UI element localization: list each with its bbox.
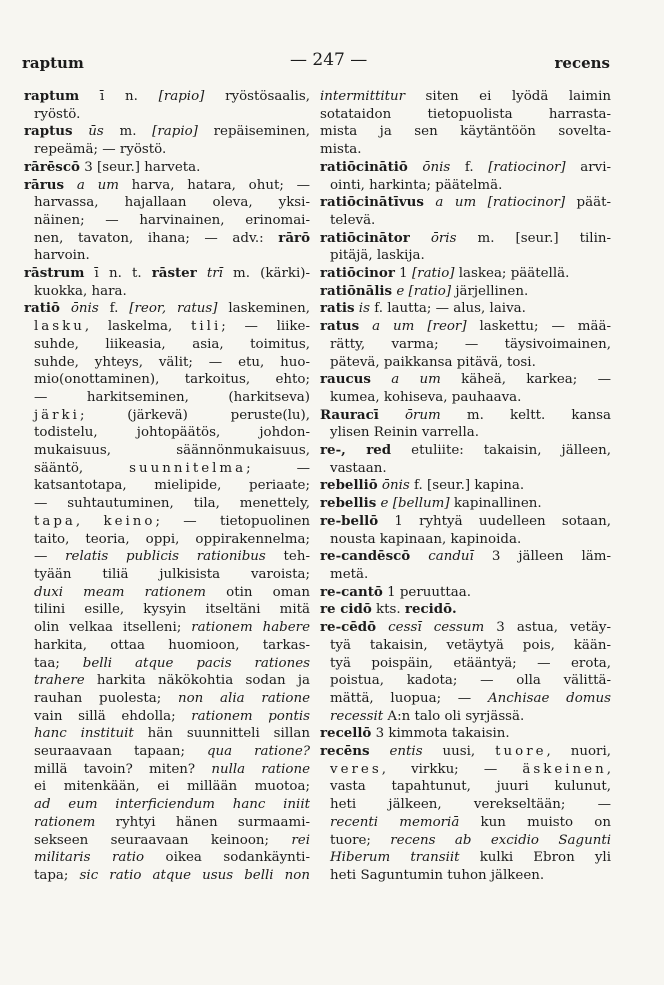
text-run: m. keltt. kansa	[440, 407, 611, 423]
text-run: otin oman	[205, 584, 310, 600]
text-run: taa;	[34, 655, 83, 671]
text-run: f. [seur.] kapina.	[409, 478, 525, 494]
italic-text: [bellum]	[392, 496, 450, 512]
text-run: metä.	[330, 566, 369, 582]
text-line	[320, 389, 611, 407]
italic-text: entis	[369, 744, 423, 760]
italic-text: a um	[423, 195, 477, 211]
text-run: harkita näkökohtia sodan ja	[84, 673, 310, 689]
text-run: suunnitelma	[129, 460, 247, 476]
text-run: todistelu, johtopäätös, johdon-	[34, 425, 310, 441]
text-run: harvassa, hajallaan oleva, yksi-	[34, 195, 310, 211]
italic-text: e	[376, 496, 389, 512]
text-run: f. lautta; — alus, laiva.	[369, 301, 526, 317]
italic-text: rationem pontis	[191, 708, 310, 724]
text-line	[320, 531, 611, 549]
text-run: pitäjä, laskija.	[330, 248, 425, 264]
text-run: ī n.	[79, 89, 159, 104]
italic-text: cessī cessum	[376, 620, 485, 636]
italic-text: rei	[291, 832, 310, 848]
text-run: 3 jälleen läm-	[473, 549, 611, 565]
text-run: mista ja sen käytäntöön sovelta-	[320, 124, 611, 140]
italic-text: Anchisae domus	[487, 690, 611, 706]
text-line	[24, 513, 310, 531]
text-line	[320, 814, 611, 832]
headword: Rauracī	[320, 406, 379, 423]
text-run: vasta tapahtunut, juuri kulunut,	[330, 779, 611, 795]
italic-text: belli atque pacis rationes	[82, 655, 310, 671]
text-run: katsantotapa, mielipide, periaate;	[34, 478, 310, 494]
italic-text: a um	[64, 177, 119, 193]
text-line	[24, 212, 310, 230]
text-line	[320, 867, 611, 885]
text-run: etuliite: takaisin, jälleen,	[391, 443, 611, 459]
text-line	[320, 477, 611, 495]
text-run: tuore;	[330, 832, 391, 848]
text-line	[24, 283, 310, 301]
text-run: keino	[103, 513, 156, 529]
italic-text: nulla ratione	[211, 761, 310, 777]
text-run: harkita, ottaa huomioon, tarkas-	[34, 637, 310, 653]
text-run: millä tavoin? miten?	[34, 761, 212, 777]
text-run: lasku	[34, 319, 85, 335]
text-run: laskettu; — mää-	[466, 319, 611, 335]
text-line	[320, 796, 611, 814]
text-run: repäiseminen,	[197, 124, 310, 140]
text-line	[320, 761, 611, 779]
text-run: hän suunnitteli sillan	[133, 726, 310, 742]
text-run: rätty, varma; — täysivoimainen,	[330, 336, 611, 352]
headword: raptus	[24, 123, 73, 140]
headword: ratiōcinātor	[320, 229, 410, 246]
text-line	[320, 743, 611, 761]
headword: ratiōcinātiō	[320, 158, 408, 175]
text-line	[24, 477, 310, 495]
text-run: 3 astua, vetäy-	[484, 620, 611, 636]
text-run: ryöstösaalis,	[204, 89, 310, 104]
text-run: —	[34, 549, 66, 565]
italic-text: [rapio]	[158, 89, 205, 104]
text-run: m. (kärki)-	[222, 266, 310, 282]
headword: ratiōnālis	[320, 282, 393, 299]
page-number: — 247 —	[290, 50, 368, 70]
text-run: televä.	[330, 212, 376, 228]
text-line	[24, 655, 310, 673]
text-run: vastaan.	[330, 460, 387, 476]
text-run: arvi-	[565, 159, 611, 175]
text-run: A:n talo oli syrjässä.	[383, 708, 525, 724]
text-line	[24, 371, 310, 389]
text-line	[320, 141, 611, 159]
text-run: kapinallinen.	[449, 496, 542, 512]
text-line	[320, 177, 611, 195]
text-line	[24, 672, 310, 690]
text-line	[24, 247, 310, 265]
text-line	[320, 601, 611, 619]
text-line	[320, 407, 611, 425]
text-line	[24, 867, 310, 885]
italic-text: recessit	[330, 708, 384, 724]
text-line	[320, 637, 611, 655]
text-line	[320, 283, 611, 301]
text-run: ryöstö.	[34, 106, 81, 122]
text-run: , laskelma,	[84, 319, 191, 335]
text-line	[24, 584, 310, 602]
text-run: mukaisuus, säännönmukaisuus,	[34, 443, 310, 459]
text-run: tyä takaisin, vetäytyä pois, kään-	[330, 637, 611, 653]
headword: raptum	[24, 88, 80, 104]
text-line	[320, 354, 611, 372]
text-line	[320, 584, 611, 602]
text-line	[24, 460, 310, 478]
text-line	[320, 336, 611, 354]
text-line	[24, 601, 310, 619]
text-line	[24, 708, 310, 726]
text-line	[24, 354, 310, 372]
text-run: ointi, harkinta; päätelmä.	[330, 177, 503, 193]
text-line	[24, 177, 310, 195]
italic-text: canduī	[410, 549, 474, 565]
text-line	[320, 708, 611, 726]
text-run: suhde, yhteys, välit; — etu, huo-	[34, 354, 310, 370]
italic-text: non alia ratione	[177, 690, 310, 706]
text-line	[320, 832, 611, 850]
text-run: ,	[75, 513, 104, 529]
text-line	[320, 106, 611, 124]
text-line	[24, 619, 310, 637]
text-line	[320, 123, 611, 141]
headword: rāstrum	[24, 265, 85, 282]
text-line	[24, 424, 310, 442]
text-line	[24, 743, 310, 761]
italic-text: ōnis	[59, 301, 99, 317]
italic-text: ūs	[72, 124, 104, 140]
text-run: tili	[191, 319, 222, 335]
text-run: tilini esille, kysyin itseltäni mitä	[34, 602, 310, 618]
text-run: ; — tietopuolinen	[155, 513, 310, 529]
text-run: ylisen Reinin varrella.	[330, 425, 479, 441]
text-run: nousta kapinaan, kapinoida.	[330, 531, 522, 547]
italic-text: ōnis	[407, 159, 451, 175]
text-line	[24, 318, 310, 336]
headword: ratiō	[24, 300, 60, 317]
text-line	[24, 548, 310, 566]
headword: ratus	[320, 318, 360, 335]
text-run: mio(onottaminen), tarkoitus, ehto;	[34, 372, 310, 388]
italic-text: hanc instituit	[34, 726, 134, 742]
italic-text: rationem habere	[191, 620, 310, 636]
text-run: , nuori,	[546, 744, 611, 760]
text-line	[320, 371, 611, 389]
text-line	[24, 123, 310, 141]
header-guide-word-left: raptum	[22, 54, 84, 72]
italic-text: recenti memoriā	[330, 814, 460, 830]
text-run: f.	[98, 301, 130, 317]
text-run: sotataidon tietopuolista harrasta-	[320, 106, 611, 122]
text-run: 3 [seur.] harveta.	[79, 159, 201, 175]
text-line	[24, 230, 310, 248]
text-run: harvoin.	[34, 248, 90, 264]
text-line	[320, 230, 611, 248]
italic-text: a um	[370, 372, 441, 388]
headword: re-candēscō	[320, 548, 411, 565]
text-run: oikea sodankäynti-	[144, 850, 310, 866]
text-line	[320, 513, 611, 531]
text-line	[320, 655, 611, 673]
text-line	[24, 442, 310, 460]
text-line	[320, 725, 611, 743]
text-line	[24, 88, 310, 106]
text-run: ,	[606, 761, 611, 777]
italic-text: duxi meam rationem	[34, 584, 206, 600]
headword: rebelliō	[320, 477, 378, 494]
headword: rārēscō	[24, 158, 80, 175]
italic-text: recens ab excidio Sagunti	[390, 832, 611, 848]
text-run: mättä, luopua; —	[330, 690, 488, 706]
headword: re-cantō	[320, 583, 383, 600]
headword: recellō	[320, 725, 372, 742]
text-line	[24, 796, 310, 814]
text-run: 3 kimmota takaisin.	[371, 726, 510, 742]
headword: rārō	[278, 229, 310, 246]
text-run: seuraavaan tapaan;	[34, 744, 207, 760]
headword: rāster	[151, 265, 197, 282]
text-line	[320, 442, 611, 460]
text-run: ei mitenkään, ei millään muotoa;	[34, 779, 310, 795]
text-run: olin velkaa itselleni;	[34, 620, 192, 636]
text-run	[414, 319, 427, 334]
headword: recēns	[320, 743, 370, 760]
text-run: rauhan puolesta;	[34, 690, 178, 706]
text-line	[24, 761, 310, 779]
text-line	[320, 194, 611, 212]
text-run: heti Saguntumin tuhon jälkeen.	[330, 867, 545, 883]
text-line	[320, 495, 611, 513]
italic-text: relatis publicis rationibus	[65, 549, 266, 565]
text-line	[24, 566, 310, 584]
text-line	[24, 194, 310, 212]
text-run: siten ei lyödä laimin	[405, 89, 611, 104]
text-run: , virkku; —	[381, 761, 523, 777]
text-run: ; — liike-	[221, 319, 310, 335]
text-line	[24, 265, 310, 283]
headword: raucus	[320, 371, 371, 388]
text-line	[24, 690, 310, 708]
text-line	[320, 619, 611, 637]
italic-text: militaris ratio	[34, 850, 145, 866]
text-run: veres	[330, 761, 382, 777]
text-line	[24, 389, 310, 407]
text-run: ; —	[246, 460, 310, 476]
text-run	[476, 195, 487, 210]
text-run: nen, tavaton, ihana; — adv.:	[34, 230, 279, 246]
text-run: päät-	[565, 195, 611, 211]
text-line	[320, 548, 611, 566]
text-run: järki	[34, 407, 80, 423]
left-column	[24, 88, 310, 885]
text-line	[320, 424, 611, 442]
text-run: 1 peruuttaa.	[382, 584, 471, 600]
text-line	[24, 531, 310, 549]
text-run: järjellinen.	[451, 283, 529, 299]
text-run: käheä, karkea; —	[440, 372, 611, 388]
italic-text: ōnis	[377, 478, 410, 494]
text-line	[24, 637, 310, 655]
text-run: laskea; päätellä.	[454, 266, 570, 282]
text-line	[24, 159, 310, 177]
text-run: f.	[450, 159, 489, 175]
text-line	[320, 88, 611, 106]
italic-text: [reor, ratus]	[129, 301, 218, 317]
text-run: poistua, kadota; — olla välittä-	[330, 673, 611, 689]
text-line	[24, 106, 310, 124]
italic-text: [ratio]	[408, 283, 452, 299]
text-line	[24, 407, 310, 425]
header-guide-word-right: recens	[554, 54, 610, 72]
italic-text: is	[354, 301, 370, 317]
text-line	[320, 159, 611, 177]
text-line	[24, 495, 310, 513]
italic-text: [ratiocinor]	[487, 195, 566, 211]
text-line	[24, 300, 310, 318]
right-column	[320, 88, 611, 885]
text-run: teh-	[265, 549, 310, 565]
text-line	[320, 300, 611, 318]
text-run: pätevä, paikkansa pitävä, tosi.	[330, 354, 536, 370]
text-run: repeämä; — ryöstö.	[34, 142, 167, 158]
text-line	[24, 336, 310, 354]
text-run: suhde, liikeasia, asia, toimitus,	[34, 336, 310, 352]
italic-text: rationem	[34, 814, 96, 830]
text-run: ; (järkevä) peruste(lu),	[79, 407, 310, 423]
text-run: uusi,	[422, 744, 496, 760]
text-run: tyä poispäin, etääntyä; — erota,	[330, 655, 611, 671]
italic-text: qua ratione?	[206, 744, 310, 760]
headword: rebellis	[320, 495, 377, 512]
text-run: sääntö,	[34, 460, 130, 476]
text-line	[24, 778, 310, 796]
text-line	[24, 814, 310, 832]
italic-text: a um	[359, 319, 415, 335]
text-run: näinen; — harvinainen, erinomai-	[34, 212, 310, 228]
text-line	[24, 832, 310, 850]
headword: re-, red	[320, 442, 392, 459]
text-line	[24, 725, 310, 743]
text-run: kun muisto on	[459, 814, 611, 830]
headword: re-bellō	[320, 512, 379, 529]
text-run: ī n. t.	[84, 266, 152, 282]
italic-text: [rapio]	[152, 124, 198, 140]
italic-text: Hiberum transiit	[330, 850, 460, 866]
text-line	[320, 212, 611, 230]
text-run: kumea, kohiseva, pauhaava.	[330, 389, 522, 405]
headword: ratiōcinātīvus	[320, 194, 424, 211]
italic-text: trahere	[34, 673, 85, 689]
text-line	[24, 849, 310, 867]
text-run: 1	[394, 266, 412, 282]
italic-text: ad eum interficiendum hanc iniit	[34, 797, 310, 813]
text-run: m. [seur.] tilin-	[456, 230, 611, 246]
text-run: kulki Ebron yli	[459, 850, 611, 866]
text-line	[24, 141, 310, 159]
text-run: laskeminen,	[217, 301, 310, 317]
text-run: kuokka, hara.	[34, 283, 127, 299]
text-run: tyään tiliä julkisista varoista;	[34, 566, 310, 582]
text-line	[320, 318, 611, 336]
text-line	[320, 849, 611, 867]
italic-text: [ratiocinor]	[488, 159, 566, 175]
italic-text: trī	[196, 266, 223, 282]
text-run: tapa	[34, 513, 76, 529]
page-header	[22, 50, 610, 74]
text-run: 1 ryhtyä uudelleen sotaan,	[378, 513, 611, 529]
text-run: — harkitseminen, (harkitseva)	[34, 389, 310, 405]
headword: re cidō	[320, 601, 372, 618]
headword: ratis	[320, 300, 355, 317]
text-run: äskeinen	[522, 761, 607, 777]
text-run: tuore	[495, 744, 547, 760]
text-run: harva, hatara, ohut; —	[118, 177, 310, 193]
italic-text: e	[392, 283, 405, 299]
text-line	[320, 247, 611, 265]
text-line	[320, 566, 611, 584]
italic-text: [ratio]	[411, 266, 455, 282]
italic-text: sic ratio atque usus belli non	[79, 867, 310, 883]
text-line	[320, 672, 611, 690]
text-line	[320, 778, 611, 796]
text-run: m.	[103, 124, 153, 140]
text-run: vain sillä ehdolla;	[34, 708, 192, 724]
italic-text: ōrum	[378, 407, 441, 423]
headword: recidō.	[404, 601, 457, 618]
text-line	[320, 690, 611, 708]
text-line	[320, 265, 611, 283]
text-run: mista.	[320, 142, 362, 158]
headword: re-cēdō	[320, 619, 377, 636]
text-run: ryhtyi hänen surmaami-	[95, 814, 310, 830]
text-run: — suhtautuminen, tila, menettely,	[34, 496, 310, 512]
italic-text: intermittitur	[320, 89, 406, 104]
italic-text: ōris	[409, 230, 457, 246]
text-run: sekseen seuraavaan keinoon;	[34, 832, 292, 848]
italic-text: [reor]	[427, 319, 467, 335]
text-run: kts.	[371, 602, 405, 618]
headword: ratiōcinor	[320, 265, 395, 282]
text-run: tapa;	[34, 867, 80, 883]
headword: rārus	[24, 176, 65, 193]
text-run: heti jälkeen, verekseltään; —	[330, 797, 611, 813]
text-run: taito, teoria, oppi, oppirakennelma;	[34, 531, 310, 547]
text-line	[320, 460, 611, 478]
